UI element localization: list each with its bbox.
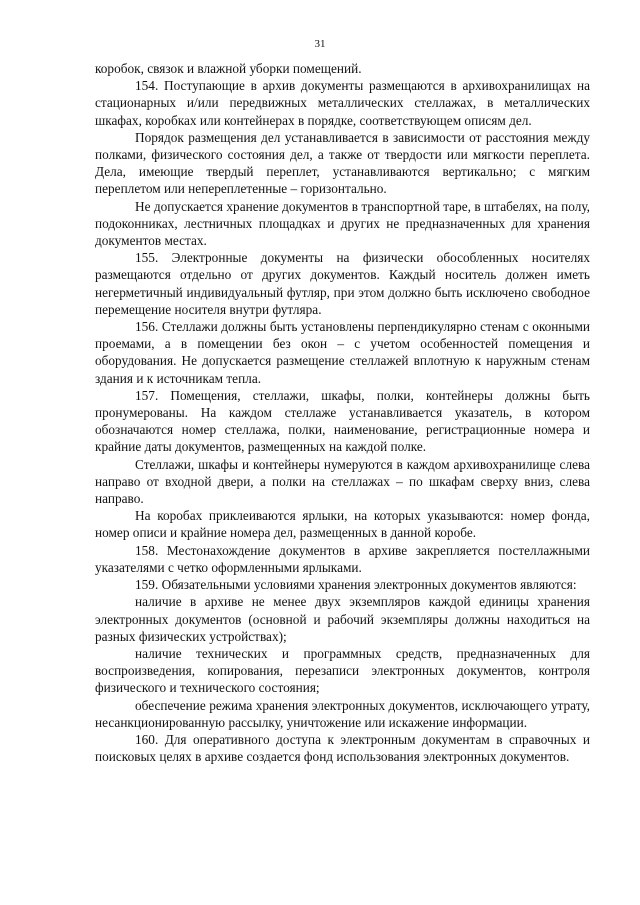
- paragraph-154: 154. Поступающие в архив документы размещаются в архивохранилищах на стационарных и/или передвижных металлических стеллажах, в металлических шкафах, коробках или контейнерах в порядке, соответствующем описям дел.: [95, 78, 590, 128]
- paragraph-156: 156. Стеллажи должны быть установлены перпендикулярно стенам с оконными проемами, а в помещении без окон – с учетом особенностей помещения и оборудования. Не допускается размещение стеллажей вплотную к наружным стенам здания и к источникам тепла.: [95, 319, 590, 386]
- page-number: 31: [314, 38, 326, 50]
- paragraph-numbering: Стеллажи, шкафы и контейнеры нумеруются в каждом архивохранилище слева направо от входной двери, а полки на стеллажах – по шкафам сверху вниз, слева направо.: [95, 456, 590, 507]
- paragraph-box-labels: На коробах приклеиваются ярлыки, на которых указываются: номер фонда, номер описи и крайние номера дел, размещенных в данной коробе.: [95, 508, 590, 541]
- paragraph-159: 159. Обязательными условиями хранения электронных документов являются:: [135, 577, 577, 593]
- document-body: [95, 60, 590, 765]
- paragraph-continuation: коробок, связок и влажной уборки помещений.: [95, 61, 362, 76]
- paragraph-158: 158. Местонахождение документов в архиве закрепляется постеллажными указателями с четко оформленными ярлыками.: [95, 542, 590, 575]
- paragraph-160: 160. Для оперативного доступа к электронным документам в справочных и поисковых целях в архиве создается фонд использования электронных документов.: [95, 731, 590, 765]
- paragraph-157: 157. Помещения, стеллажи, шкафы, полки, контейнеры должны быть пронумерованы. На каждом стеллаже устанавливается указатель, в котором обозначаются номер стеллажа, полки, наименование, регистрационные номера и крайние даты документов, размещенных на каждой полке.: [95, 387, 590, 455]
- paragraph-condition-copies: наличие в архиве не менее двух экземпляров каждой единицы хранения электронных документов (основной и рабочий экземпляры должны находиться на разных физических устройствах);: [95, 594, 590, 644]
- paragraph-storage-prohibition: Не допускается хранение документов в транспортной таре, в штабелях, на полу, подоконниках, лестничных площадках и других не предназначенных для хранения документов местах.: [95, 198, 590, 249]
- paragraph-condition-tools: наличие технических и программных средств, предназначенных для воспроизведения, копирования, перезаписи электронных документов, контроля физического и технического состояния;: [95, 645, 590, 696]
- paragraph-condition-regime: обеспечение режима хранения электронных документов, исключающего утрату, несанкционированную рассылку, уничтожение или искажение информации.: [95, 697, 590, 730]
- paragraph-placement-order: Порядок размещения дел устанавливается в зависимости от расстояния между полками, физического состояния дел, а также от твердости или мягкости переплета. Дела, имеющие твердый переплет, устанавливаются вертикально; с мягким переплетом или непереплетенные – горизонтально.: [95, 129, 590, 197]
- paragraph-155: 155. Электронные документы на физически обособленных носителях размещаются отдельно от других документов. Каждый носитель должен иметь негерметичный индивидуальный футляр, при этом должно быть исключено свободное перемещение носителя внутри футляра.: [95, 250, 590, 317]
